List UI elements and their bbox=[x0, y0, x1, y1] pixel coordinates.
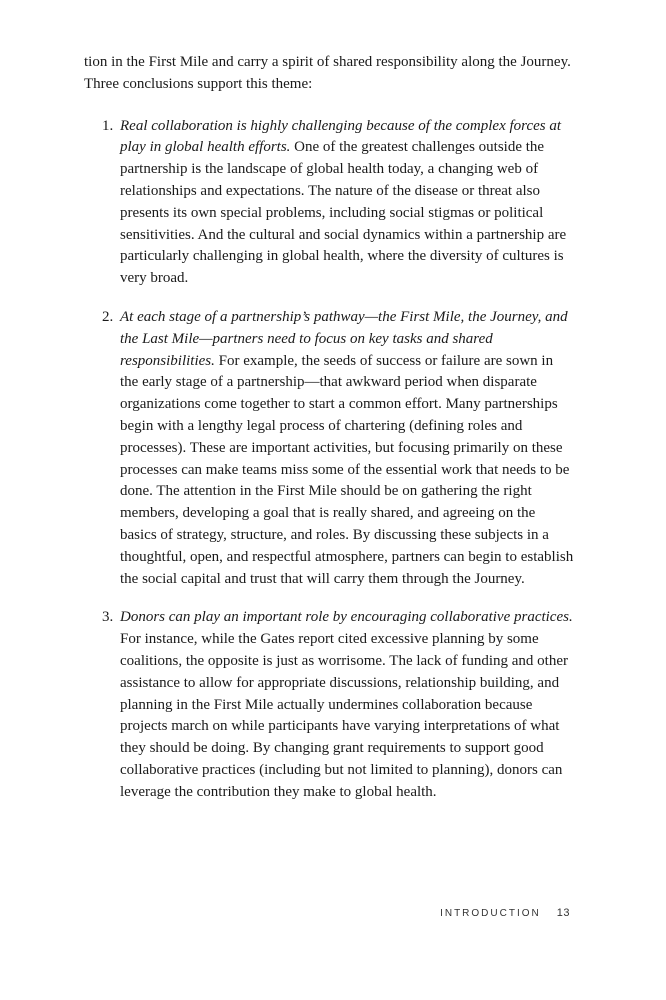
intro-paragraph: tion in the First Mile and carry a spirit of shared responsibility along the Journey. Three conclusions support this theme: bbox=[84, 54, 571, 92]
list-item-lead: Donors can play an important role by encouraging collaborative practices. bbox=[120, 609, 573, 626]
page-number: 13 bbox=[556, 907, 570, 919]
list-item-body: One of the greatest challenges outside the partnership is the landscape of global health today, a changing web of relationships and expectations. The nature of the disease or threat also presents its own special problems, including social stigmas or political sensitivities. And the cultural and social dynamics within a partnership are particularly challenging in global health, where the diversity of cultures is very broad. bbox=[120, 139, 567, 287]
list-item-number: 1. bbox=[102, 117, 114, 134]
list-item bbox=[84, 307, 574, 590]
list-item-lead: At each stage of a partnership’s pathway—the First Mile, the Journey, and the Last Mile—partners need to focus on key tasks and shared responsibilities. bbox=[120, 308, 568, 369]
page-body bbox=[84, 52, 574, 821]
section-title: INTRODUCTION bbox=[440, 908, 541, 919]
list-item-body: For instance, while the Gates report cited excessive planning by some coalitions, the opposite is just as worrisome. The lack of funding and other assistance to allow for appropriate discussions, relationship building, and planning in the First Mile actually undermines collaboration because projects march on while participants have varying interpretations of what they should be doing. By changing grant requirements to support good collaborative practices (including but not limited to planning), donors can leverage the contribution they make to global health. bbox=[120, 631, 568, 800]
list-item bbox=[84, 116, 574, 290]
list-item-body: For example, the seeds of success or failure are sown in the early stage of a partnership—that awkward period when disparate organizations come together to start a common effort. Many partnerships begin with a lengthy legal process of chartering (defining roles and processes). These are important activities, but focusing primarily on these processes can make teams miss some of the essential work that needs to be done. The attention in the First Mile should be on gathering the right members, developing a goal that is really shared, and agreeing on the basics of strategy, structure, and roles. By discussing these subjects in a thoughtful, open, and respectful atmosphere, partners can begin to establish the social capital and trust that will carry them through the Journey. bbox=[120, 352, 574, 587]
list-item-lead: Real collaboration is highly challenging because of the complex forces at play in global health efforts. bbox=[120, 117, 562, 156]
running-footer bbox=[440, 907, 570, 919]
list-item-number: 3. bbox=[102, 609, 114, 626]
list-item bbox=[84, 607, 574, 803]
list-item-number: 2. bbox=[102, 308, 114, 325]
conclusions-list bbox=[84, 116, 574, 804]
